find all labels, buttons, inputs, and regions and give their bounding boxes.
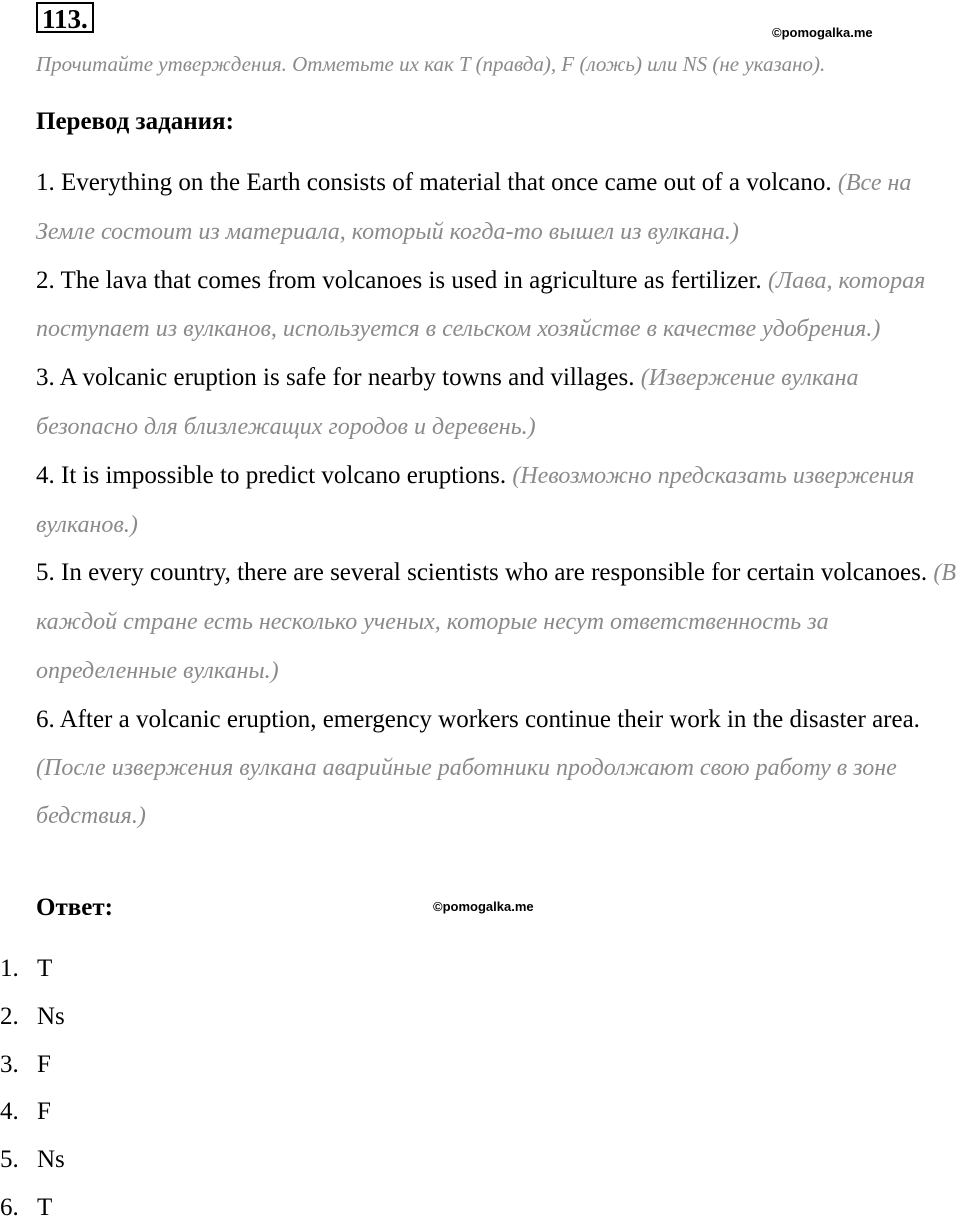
statement-english: 4. It is impossible to predict volcano eruptions.	[36, 461, 507, 489]
statement-translation: (В каждой стране есть несколько ученых, которые несут ответственность за определенные вулканы.)	[36, 560, 956, 684]
answer-value: F	[37, 1050, 51, 1078]
statement-item	[36, 452, 960, 550]
statement-english: 3. A volcanic eruption is safe for nearby towns and villages.	[36, 364, 635, 392]
answer-item	[0, 1088, 65, 1136]
statement-item	[36, 354, 960, 452]
translation-heading: Перевод задания:	[36, 108, 234, 135]
statement-english: 2. The lava that comes from volcanoes is used in agriculture as fertilizer.	[36, 266, 762, 294]
answer-value: Ns	[37, 1146, 65, 1174]
answer-number: 5.	[0, 1146, 19, 1174]
statement-item	[36, 159, 960, 257]
answer-heading: Ответ:	[36, 894, 113, 921]
answer-value: T	[37, 1193, 53, 1221]
answer-number: 2.	[0, 1002, 19, 1030]
statement-english: 5. In every country, there are several scientists who are responsible for certain volcanoes.	[36, 559, 928, 587]
answer-value: T	[37, 955, 53, 982]
watermark-top: ©pomogalka.me	[772, 25, 873, 40]
statement-translation: (Все на Земле состоит из материала, который когда-то вышел из вулкана.)	[36, 170, 912, 245]
answer-item	[0, 1184, 65, 1232]
statement-translation: (Извержение вулкана безопасно для близлежащих городов и деревень.)	[36, 365, 859, 440]
watermark-bottom: ©pomogalka.me	[433, 899, 534, 914]
instruction-text: Прочитайте утверждения. Отметьте их как T (правда), F (ложь) или NS (не указано).	[36, 52, 826, 76]
answer-number: 6.	[0, 1193, 19, 1221]
statements-list	[36, 159, 960, 841]
statement-item	[36, 696, 960, 841]
statement-english: 6. After a volcanic eruption, emergency workers continue their work in the disaster area.	[36, 705, 920, 733]
statement-translation: (Лава, которая поступает из вулканов, используется в сельском хозяйстве в качестве удобрения.)	[36, 267, 926, 343]
statement-english: 1. Everything on the Earth consists of material that once came out of a volcano.	[36, 169, 832, 196]
answer-value: F	[37, 1098, 51, 1126]
answer-item	[0, 945, 65, 993]
answer-number: 4.	[0, 1098, 19, 1126]
answer-number: 1.	[0, 955, 19, 982]
statement-item	[36, 257, 960, 355]
answer-value: Ns	[37, 1002, 65, 1030]
statement-translation: (После извержения вулкана аварийные работники продолжают свою работу в зоне бедствия.)	[36, 754, 897, 830]
statement-translation: (Невозможно предсказать извержения вулканов.)	[36, 462, 915, 538]
exercise-number: 113.	[36, 2, 94, 33]
answers-list	[0, 945, 65, 1232]
answer-item	[0, 1136, 65, 1184]
statement-item	[36, 549, 960, 695]
answer-number: 3.	[0, 1050, 19, 1078]
answer-item	[0, 1041, 65, 1089]
answer-item	[0, 993, 65, 1041]
